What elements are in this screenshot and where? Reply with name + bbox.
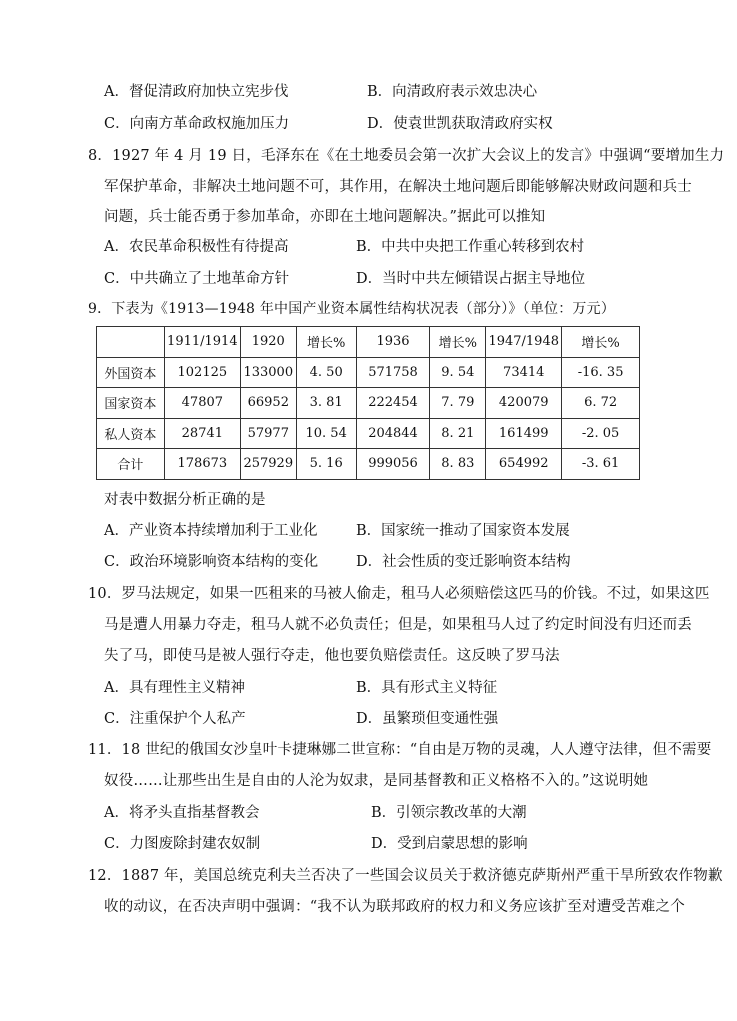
q10-option-b: B．具有形式主义特征 (356, 680, 498, 696)
table-cell: 204844 (356, 418, 430, 449)
table-cell: 571758 (356, 357, 430, 388)
table-cell: 合计 (97, 449, 165, 480)
q11-stem-line-1: 11．18 世纪的俄国女沙皇叶卡捷琳娜二世宣称：“自由是万物的灵魂，人人遵守法律，但不需要 (88, 742, 712, 758)
table-cell: 6. 72 (562, 388, 640, 419)
table-cell: 5. 16 (296, 449, 356, 480)
table-cell: 外国资本 (97, 357, 165, 388)
q9-option-b: B．国家统一推动了国家资本发展 (356, 523, 570, 539)
q10-option-c: C．注重保护个人私产 (104, 711, 246, 727)
table-cell: -16. 35 (562, 357, 640, 388)
capital-structure-table (96, 326, 640, 480)
table-header-cell (97, 327, 165, 358)
q7-option-d: D．使袁世凯获取清政府实权 (367, 116, 553, 132)
table-cell: 654992 (486, 449, 562, 480)
table-cell: 222454 (356, 388, 430, 419)
q7-option-a: A．督促清政府加快立宪步伐 (104, 84, 289, 100)
table-header-cell: 增长% (430, 327, 486, 358)
q8-option-b: B．中共中央把工作重心转移到农村 (356, 239, 585, 255)
table-cell: 3. 81 (296, 388, 356, 419)
table-cell: 999056 (356, 449, 430, 480)
table-cell: 257929 (240, 449, 296, 480)
table-header-cell: 1947/1948 (486, 327, 562, 358)
table-row (97, 388, 640, 419)
q8-stem-line-2: 军保护革命，非解决土地问题不可，其作用，在解决土地问题后即能够解决财政问题和兵士 (104, 179, 692, 195)
q8-stem-line-3: 问题，兵士能否勇于参加革命，亦即在土地问题解决。”据此可以推知 (104, 209, 546, 225)
table-cell: 47807 (164, 388, 240, 419)
table-cell: 28741 (164, 418, 240, 449)
q12-stem-line-1: 12．1887 年，美国总统克利夫兰否决了一些国会议员关于救济德克萨斯州严重干旱所致农作物歉 (88, 868, 723, 884)
table-cell: -3. 61 (562, 449, 640, 480)
table-header-cell: 1911/1914 (164, 327, 240, 358)
table-cell: 4. 50 (296, 357, 356, 388)
q8-option-a: A．农民革命积极性有待提高 (104, 239, 289, 255)
q9-question: 对表中数据分析正确的是 (104, 492, 266, 508)
table-row (97, 418, 640, 449)
table-cell: 7. 79 (430, 388, 486, 419)
table-cell: 133000 (240, 357, 296, 388)
q11-option-a: A．将矛头直指基督教会 (104, 805, 260, 821)
table-row (97, 357, 640, 388)
table-cell: 私人资本 (97, 418, 165, 449)
q10-option-d: D．虽繁琐但变通性强 (356, 711, 499, 727)
q9-option-d: D．社会性质的变迁影响资本结构 (356, 554, 571, 570)
table-cell: 66952 (240, 388, 296, 419)
table-cell: 国家资本 (97, 388, 165, 419)
table-cell: 9. 54 (430, 357, 486, 388)
table-cell: 161499 (486, 418, 562, 449)
table-cell: 8. 21 (430, 418, 486, 449)
q11-option-d: D．受到启蒙思想的影响 (371, 836, 528, 852)
q7-option-b: B．向清政府表示效忠决心 (367, 84, 538, 100)
q10-stem-line-1: 10．罗马法规定，如果一匹租来的马被人偷走，租马人必须赔偿这匹马的价钱。不过，如果这匹 (88, 586, 710, 602)
table-header-cell: 1920 (240, 327, 296, 358)
table-header-row (97, 327, 640, 358)
table-cell: 8. 83 (430, 449, 486, 480)
table-cell: 102125 (164, 357, 240, 388)
table-cell: 10. 54 (296, 418, 356, 449)
table-cell: 73414 (486, 357, 562, 388)
q8-option-d: D．当时中共左倾错误占据主导地位 (356, 271, 586, 287)
q10-stem-line-3: 失了马，即使马是被人强行夺走，他也要负赔偿责任。这反映了罗马法 (104, 648, 560, 664)
q8-option-c: C．中共确立了土地革命方针 (104, 271, 290, 287)
table-row (97, 449, 640, 480)
q8-stem-line-1: 8．1927 年 4 月 19 日，毛泽东在《在土地委员会第一次扩大会议上的发言》中强调“要增加生力 (88, 148, 725, 164)
q10-stem-line-2: 马是遭人用暴力夺走，租马人就不必负责任；但是，如果租马人过了约定时间没有归还而丢 (104, 617, 692, 633)
q9-option-a: A．产业资本持续增加利于工业化 (104, 523, 318, 539)
q12-stem-line-2: 收的动议，在否决声明中强调：“我不认为联邦政府的权力和义务应该扩至对遭受苦难之个 (104, 899, 685, 915)
table-header-cell: 增长% (296, 327, 356, 358)
q7-option-c: C．向南方革命政权施加压力 (104, 116, 290, 132)
table-cell: -2. 05 (562, 418, 640, 449)
table-header-cell: 1936 (356, 327, 430, 358)
table-cell: 178673 (164, 449, 240, 480)
q10-option-a: A．具有理性主义精神 (104, 680, 245, 696)
table-header-cell: 增长% (562, 327, 640, 358)
q11-option-b: B．引领宗教改革的大潮 (371, 805, 527, 821)
q9-stem: 9．下表为《1913—1948 年中国产业资本属性结构状况表（部分）》（单位：万元） (88, 301, 616, 317)
q11-option-c: C．力图废除封建农奴制 (104, 836, 261, 852)
q11-stem-line-2: 奴役……让那些出生是自由的人沦为奴隶，是同基督教和正义格格不入的。”这说明她 (104, 773, 649, 789)
table-cell: 420079 (486, 388, 562, 419)
table-cell: 57977 (240, 418, 296, 449)
q9-option-c: C．政治环境影响资本结构的变化 (104, 554, 319, 570)
